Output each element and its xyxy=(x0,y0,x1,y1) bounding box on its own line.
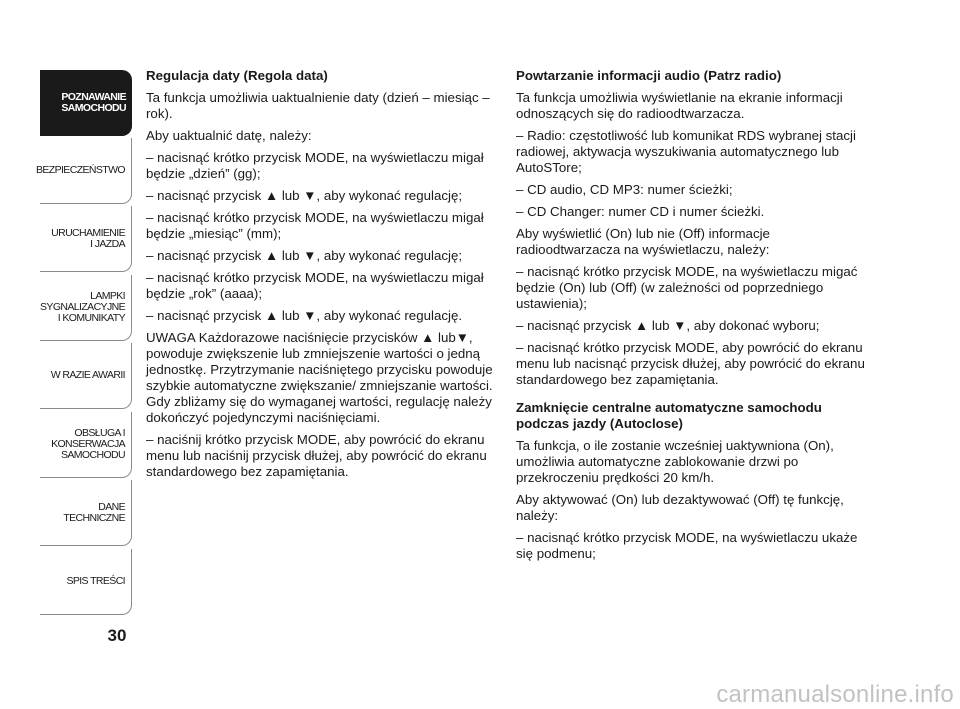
paragraph: Ta funkcja, o ile zostanie wcześniej uaktywniona (On), umożliwia automatyczne zablokowanie drzwi po przekroczeniu prędkości 20 km/h. xyxy=(516,438,834,485)
tab-uruchamienie-i-jazda[interactable]: URUCHAMIENIE I JAZDA xyxy=(40,206,132,272)
heading-powtarzanie-informacji-audio: Powtarzanie informacji audio (Patrz radio) xyxy=(516,68,782,83)
list-item: – nacisnąć krótko przycisk MODE, na wyświetlaczu migał będzie „dzień” (gg); xyxy=(146,150,484,181)
page-number: 30 xyxy=(107,626,127,645)
paragraph: Aby uaktualnić datę, należy: xyxy=(146,128,312,143)
list-item: – nacisnąć przycisk ▲ lub ▼, aby wykonać regulację; xyxy=(146,188,463,203)
paragraph: Aby wyświetlić (On) lub nie (Off) informacje radioodtwarzacza na wyświetlaczu, należy: xyxy=(516,226,770,257)
right-column xyxy=(516,68,866,568)
tab-dane-techniczne[interactable]: DANE TECHNICZNE xyxy=(40,480,132,546)
tab-bezpieczenstwo[interactable]: BEZPIECZEŃSTWO xyxy=(40,138,132,204)
list-item: – CD Changer: numer CD i numer ścieżki. xyxy=(516,204,765,219)
note-paragraph: UWAGA Każdorazowe naciśnięcie przycisków ▲ lub▼, powoduje zwiększenie lub zmniejszenie wartości o jedną jednostkę. Przytrzymanie naciśniętego przycisku powoduje szybkie automatyczne zwiększanie/ zmniejszanie wartości. Gdy zbliżamy się do wymaganej wartości, regulację należy dokończyć pojedynczymi naciśnięciami. xyxy=(146,330,493,425)
tab-w-razie-awarii[interactable]: W RAZIE AWARII xyxy=(40,343,132,409)
list-item: – CD audio, CD MP3: numer ścieżki; xyxy=(516,182,733,197)
heading-regulacja-daty: Regulacja daty (Regola data) xyxy=(146,68,328,83)
list-item: – nacisnąć krótko przycisk MODE, na wyświetlaczu ukaże się podmenu; xyxy=(516,530,858,561)
tab-lampki-sygnalizacyjne[interactable]: LAMPKI SYGNALIZACYJNE I KOMUNIKATY xyxy=(40,275,132,341)
left-column xyxy=(146,68,496,486)
list-item: – nacisnąć przycisk ▲ lub ▼, aby dokonać wyboru; xyxy=(516,318,820,333)
chapter-tabs xyxy=(35,70,132,618)
list-item: – nacisnąć przycisk ▲ lub ▼, aby wykonać regulację; xyxy=(146,248,463,263)
list-item: – nacisnąć krótko przycisk MODE, aby powrócić do ekranu menu lub nacisnąć przycisk dłużej, aby powrócić do ekranu standardowego bez zapamiętania. xyxy=(516,340,865,387)
tab-spis-tresci[interactable]: SPIS TREŚCI xyxy=(40,549,132,615)
paragraph: Ta funkcja umożliwia uaktualnienie daty (dzień – miesiąc – rok). xyxy=(146,90,490,121)
tab-obsluga-i-konserwacja[interactable]: OBSŁUGA I KONSERWACJA SAMOCHODU xyxy=(40,412,132,478)
heading-autoclose: Zamknięcie centralne automatyczne samochodu podczas jazdy (Autoclose) xyxy=(516,400,822,431)
watermark: carmanualsonline.info xyxy=(716,681,954,708)
list-item: – Radio: częstotliwość lub komunikat RDS wybranej stacji radiowej, aktywacja wyszukiwania automatycznego lub AutoSTore; xyxy=(516,128,856,175)
tab-poznawanie-samochodu[interactable]: POZNAWANIE SAMOCHODU xyxy=(40,70,132,136)
list-item: – nacisnąć krótko przycisk MODE, na wyświetlaczu migał będzie „rok” (aaaa); xyxy=(146,270,484,301)
list-item: – nacisnąć krótko przycisk MODE, na wyświetlaczu migał będzie „miesiąc” (mm); xyxy=(146,210,484,241)
paragraph: Aby aktywować (On) lub dezaktywować (Off) tę funkcję, należy: xyxy=(516,492,844,523)
list-item: – naciśnij krótko przycisk MODE, aby powrócić do ekranu menu lub naciśnij przycisk dłużej, aby powrócić do ekranu standardowego bez zapamiętania. xyxy=(146,432,487,479)
list-item: – nacisnąć krótko przycisk MODE, na wyświetlaczu migać będzie (On) lub (Off) (w zależności od poprzedniego ustawienia); xyxy=(516,264,858,311)
list-item: – nacisnąć przycisk ▲ lub ▼, aby wykonać regulację. xyxy=(146,308,463,323)
paragraph: Ta funkcja umożliwia wyświetlanie na ekranie informacji odnoszących się do radioodtwarzacza. xyxy=(516,90,843,121)
